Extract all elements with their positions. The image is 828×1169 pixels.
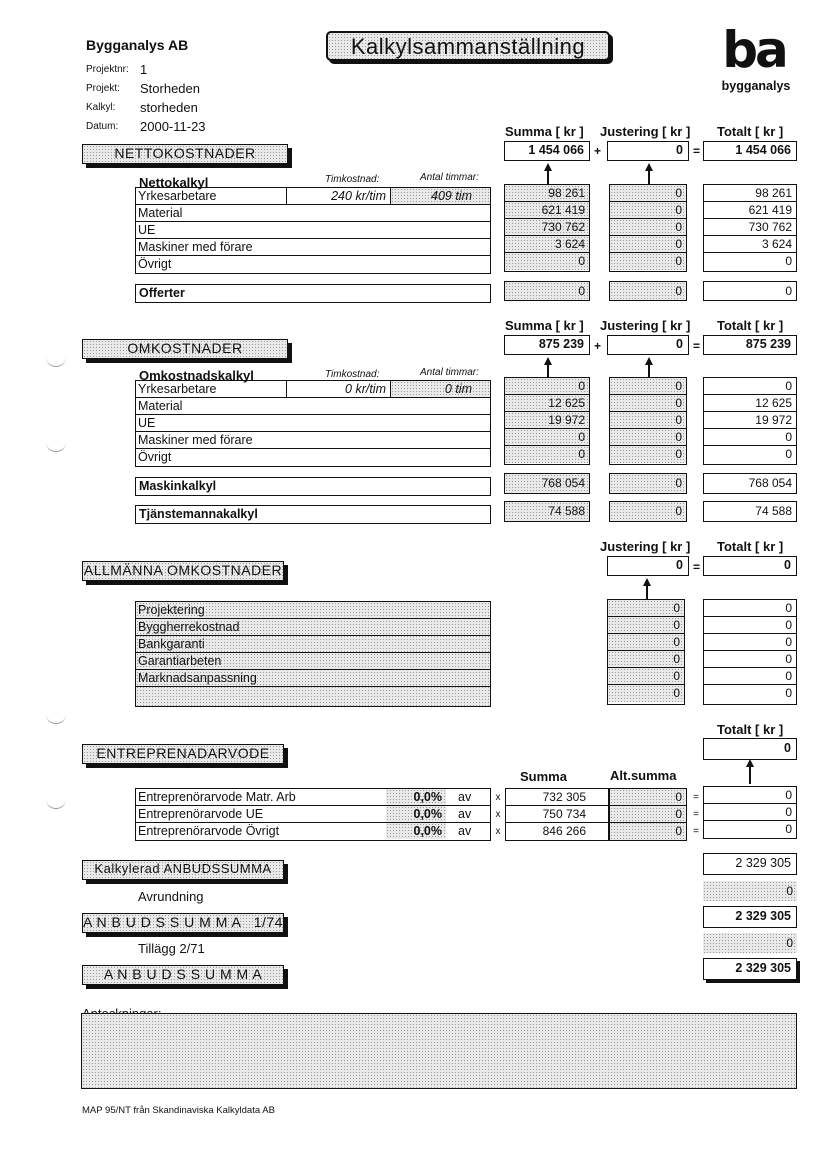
entre-totalt-total: 0 bbox=[703, 738, 797, 760]
allmanna-totalt-column bbox=[703, 599, 797, 705]
tillagg-value[interactable] bbox=[703, 933, 797, 953]
category-row bbox=[136, 239, 490, 256]
entre-av: av bbox=[458, 807, 472, 821]
totalt-cell: 0 bbox=[785, 254, 792, 268]
section-banner-netto: NETTOKOSTNADER bbox=[82, 144, 288, 164]
arrow-up-line bbox=[648, 364, 650, 378]
entre-label: Entreprenörarvode Övrigt bbox=[138, 824, 280, 838]
col-totalt-header: Totalt [ kr ] bbox=[717, 722, 784, 737]
arrow-up-head bbox=[645, 163, 653, 171]
allmanna-justering-total: 0 bbox=[607, 556, 689, 576]
col-justering-header: Justering [ kr ] bbox=[600, 124, 691, 139]
meta-value: storheden bbox=[140, 100, 198, 115]
col-totalt-header: Totalt [ kr ] bbox=[717, 539, 784, 554]
tjanstemannakalkyl-totalt-value: 74 588 bbox=[755, 504, 792, 518]
entre-summa-column bbox=[505, 788, 609, 841]
entre-av: av bbox=[458, 824, 472, 838]
entre-x-column bbox=[491, 789, 505, 840]
entre-pct[interactable]: 0,0% bbox=[386, 806, 446, 822]
entre-row bbox=[136, 789, 490, 806]
justering-cell[interactable]: 0 bbox=[610, 253, 686, 270]
category-row bbox=[136, 381, 490, 398]
tjanstemannakalkyl-label: Tjänstemannakalkyl bbox=[139, 507, 258, 521]
meta-row bbox=[86, 81, 286, 100]
omkost-totalt-column bbox=[703, 377, 797, 465]
meta-value: 2000-11-23 bbox=[140, 119, 206, 134]
arrow-up-head bbox=[544, 357, 552, 365]
totalt-cell: 0 bbox=[704, 617, 796, 634]
summa-cell: 19 972 bbox=[505, 412, 589, 429]
meta-row bbox=[86, 100, 286, 119]
tjanstemannakalkyl-totalt bbox=[703, 501, 797, 522]
col-summa-header: Summa bbox=[520, 769, 567, 784]
category-row bbox=[136, 222, 490, 239]
maskinkalkyl-summa-value: 768 054 bbox=[541, 476, 585, 490]
omkost-justering-total: 0 bbox=[607, 335, 689, 355]
category-row bbox=[136, 205, 490, 222]
plus-sign: + bbox=[594, 144, 602, 158]
category-label: Projektering bbox=[138, 603, 205, 617]
tjanstemannakalkyl-justering-value: 0 bbox=[675, 504, 682, 518]
omkost-summa-column bbox=[504, 377, 590, 465]
equals-sign: = bbox=[693, 560, 701, 574]
summa-cell: 732 305 bbox=[506, 789, 608, 806]
summa-cell: 846 266 bbox=[542, 824, 586, 838]
entre-row bbox=[136, 806, 490, 823]
summa-cell: 0 bbox=[505, 378, 589, 395]
banner-anbudssumma: A N B U D S S U M M A bbox=[82, 965, 284, 985]
punch-hole bbox=[46, 797, 66, 809]
category-label: Maskiner med förare bbox=[138, 433, 253, 447]
totalt-cell: 98 261 bbox=[704, 185, 796, 202]
totalt-cell: 730 762 bbox=[704, 219, 796, 236]
omkost-subtitle: Omkostnadskalkyl bbox=[139, 368, 254, 383]
summa-cell: 12 625 bbox=[505, 395, 589, 412]
category-row bbox=[136, 415, 490, 432]
netto-justering-total: 0 bbox=[607, 141, 689, 161]
category-row bbox=[136, 636, 490, 653]
category-label: Yrkesarbetare bbox=[138, 189, 217, 203]
entre-totalt-column bbox=[703, 786, 797, 839]
entre-row bbox=[136, 823, 490, 840]
page-title-text: Kalkylsammanställning bbox=[350, 34, 586, 59]
arrow-up-head bbox=[544, 163, 552, 171]
entre-label: Entreprenörarvode UE bbox=[138, 807, 264, 821]
category-label: Yrkesarbetare bbox=[138, 382, 217, 396]
maskinkalkyl-summa bbox=[504, 473, 590, 494]
summa-cell: 0 bbox=[505, 446, 589, 463]
anbudssumma-1-value: 2 329 305 bbox=[703, 906, 797, 928]
netto-totalt-total: 1 454 066 bbox=[703, 141, 797, 161]
maskinkalkyl-justering[interactable] bbox=[609, 473, 687, 494]
equals-sign: = bbox=[693, 144, 701, 158]
totalt-cell: 621 419 bbox=[704, 202, 796, 219]
summa-cell: 730 762 bbox=[505, 219, 589, 236]
category-row bbox=[136, 670, 490, 687]
category-row bbox=[136, 432, 490, 449]
meta-row bbox=[86, 62, 286, 81]
category-row bbox=[136, 398, 490, 415]
maskinkalkyl-totalt-value: 768 054 bbox=[748, 476, 792, 490]
netto-summa-column bbox=[504, 184, 590, 272]
equals-sign: = bbox=[693, 826, 699, 837]
category-row bbox=[136, 188, 490, 205]
category-row bbox=[136, 602, 490, 619]
category-row bbox=[136, 619, 490, 636]
punch-hole bbox=[46, 355, 66, 367]
timkostnad-field[interactable] bbox=[286, 188, 390, 204]
totalt-cell: 0 bbox=[785, 686, 792, 700]
banner-anbudssumma-1: A N B U D S S U M M A 1/74 bbox=[82, 913, 284, 933]
antal-timmar-field[interactable] bbox=[390, 188, 490, 204]
meta-label: Kalkyl: bbox=[86, 102, 116, 113]
arrow-up-line bbox=[648, 170, 650, 184]
equals-sign: = bbox=[693, 339, 701, 353]
col-altsumma-header: Alt.summa bbox=[610, 768, 677, 783]
logo-text: bygganalys bbox=[721, 79, 791, 93]
category-label: Övrigt bbox=[138, 450, 172, 464]
logo-mark: ba bbox=[722, 21, 786, 79]
meta-value: Storheden bbox=[140, 81, 200, 96]
anbudssumma-value: 2 329 305 bbox=[703, 958, 797, 980]
omkost-justering-column bbox=[609, 377, 687, 465]
category-row bbox=[136, 653, 490, 670]
totalt-cell: 0 bbox=[785, 822, 792, 836]
category-label: Bankgaranti bbox=[138, 637, 205, 651]
arrow-up-head bbox=[643, 578, 651, 586]
totalt-cell: 0 bbox=[704, 634, 796, 651]
meta-value: 1 bbox=[140, 62, 148, 77]
entre-altsumma-column bbox=[609, 788, 687, 841]
category-label: Material bbox=[138, 206, 183, 220]
maskinkalkyl-justering-value: 0 bbox=[675, 476, 682, 490]
category-label: Övrigt bbox=[138, 257, 172, 271]
totalt-cell: 0 bbox=[785, 447, 792, 461]
summa-cell: 3 624 bbox=[505, 236, 589, 253]
antal-timmar-label: Antal timmar: bbox=[420, 172, 479, 183]
equals-sign: = bbox=[693, 809, 699, 820]
antal-timmar-label: Antal timmar: bbox=[420, 367, 479, 378]
meta-label: Projektnr: bbox=[86, 64, 129, 75]
kalkylerad-anbudssumma-value: 2 329 305 bbox=[703, 853, 797, 875]
antal-timmar-value: 409 tim bbox=[431, 189, 472, 203]
justering-cell[interactable]: 0 bbox=[608, 685, 684, 702]
tjanstemannakalkyl-row bbox=[135, 505, 491, 524]
category-label: Garantiarbeten bbox=[138, 654, 222, 668]
category-label: UE bbox=[138, 223, 156, 237]
justering-cell[interactable]: 0 bbox=[608, 634, 684, 651]
avrundning-value-text: 0 bbox=[786, 884, 793, 898]
entre-av: av bbox=[458, 790, 472, 804]
summa-cell: 0 bbox=[505, 253, 589, 270]
offerter-totalt-value: 0 bbox=[785, 284, 792, 298]
justering-cell[interactable]: 0 bbox=[610, 219, 686, 236]
tillagg-label: Tillägg 2/71 bbox=[138, 941, 205, 956]
summa-cell: 750 734 bbox=[506, 806, 608, 823]
maskinkalkyl-row bbox=[135, 477, 491, 496]
plus-sign: + bbox=[594, 339, 602, 353]
totalt-cell: 0 bbox=[704, 651, 796, 668]
avrundning-label: Avrundning bbox=[138, 889, 204, 904]
multiply-sign: x bbox=[495, 809, 501, 820]
offerter-label: Offerter bbox=[139, 286, 185, 300]
altsumma-cell[interactable]: 0 bbox=[610, 789, 686, 806]
netto-summa-total: 1 454 066 bbox=[504, 141, 590, 161]
antal-timmar-value: 0 tim bbox=[444, 382, 472, 396]
company-name: Bygganalys AB bbox=[86, 37, 189, 53]
entre-eq-column bbox=[689, 789, 703, 840]
justering-cell[interactable]: 0 bbox=[610, 236, 686, 253]
section-banner-entre: ENTREPRENADARVODE bbox=[82, 744, 284, 764]
entre-pct[interactable]: 0,0% bbox=[386, 823, 446, 839]
totalt-cell: 0 bbox=[704, 429, 796, 446]
punch-hole bbox=[46, 440, 66, 452]
justering-cell[interactable]: 0 bbox=[610, 185, 686, 202]
offerter-totalt bbox=[703, 281, 797, 301]
justering-cell[interactable]: 0 bbox=[610, 412, 686, 429]
section-banner-omkost: OMKOSTNADER bbox=[82, 339, 288, 359]
netto-totalt-column bbox=[703, 184, 797, 272]
offerter-summa bbox=[504, 281, 590, 301]
logo bbox=[712, 21, 802, 98]
totalt-cell: 0 bbox=[704, 668, 796, 685]
entre-label: Entreprenörarvode Matr. Arb bbox=[138, 790, 296, 804]
col-totalt-header: Totalt [ kr ] bbox=[717, 124, 784, 139]
omkost-totalt-total: 875 239 bbox=[703, 335, 797, 355]
summa-cell: 621 419 bbox=[505, 202, 589, 219]
offerter-justering-value: 0 bbox=[675, 284, 682, 298]
justering-cell[interactable]: 0 bbox=[610, 378, 686, 395]
totalt-cell: 0 bbox=[704, 378, 796, 395]
timkostnad-value: 240 kr/tim bbox=[331, 189, 386, 203]
arrow-up-line bbox=[547, 364, 549, 378]
notes-field[interactable] bbox=[81, 1013, 797, 1089]
meta-row bbox=[86, 119, 286, 138]
totalt-cell: 0 bbox=[704, 787, 796, 804]
totalt-cell: 12 625 bbox=[704, 395, 796, 412]
tjanstemannakalkyl-summa-value: 74 588 bbox=[548, 504, 585, 518]
netto-justering-column bbox=[609, 184, 687, 272]
meta-label: Datum: bbox=[86, 121, 119, 132]
totalt-cell: 0 bbox=[704, 804, 796, 821]
offerter-row bbox=[135, 284, 491, 303]
equals-sign: = bbox=[693, 792, 699, 803]
justering-cell[interactable]: 0 bbox=[610, 446, 686, 463]
category-label: Maskiner med förare bbox=[138, 240, 253, 254]
offerter-summa-value: 0 bbox=[578, 284, 585, 298]
multiply-sign: x bbox=[495, 826, 501, 837]
category-label: Marknadsanpassning bbox=[138, 671, 257, 685]
entre-table bbox=[135, 788, 491, 841]
avrundning-value[interactable] bbox=[703, 881, 797, 901]
col-summa-header: Summa [ kr ] bbox=[505, 318, 584, 333]
allmanna-totalt-total: 0 bbox=[703, 556, 797, 576]
category-row bbox=[136, 449, 490, 466]
justering-cell[interactable]: 0 bbox=[608, 651, 684, 668]
justering-cell[interactable]: 0 bbox=[608, 600, 684, 617]
footer-text: MAP 95/NT från Skandinaviska Kalkyldata AB bbox=[82, 1105, 275, 1116]
totalt-cell: 0 bbox=[704, 600, 796, 617]
summa-cell: 98 261 bbox=[505, 185, 589, 202]
timkostnad-value: 0 kr/tim bbox=[345, 382, 386, 396]
arrow-up-head bbox=[746, 759, 754, 767]
altsumma-cell[interactable]: 0 bbox=[610, 806, 686, 823]
arrow-up-head bbox=[645, 357, 653, 365]
section-banner-allmanna: ALLMÄNNA OMKOSTNADER bbox=[82, 561, 284, 581]
category-label: Material bbox=[138, 399, 183, 413]
timkostnad-field[interactable] bbox=[286, 381, 390, 397]
category-label: UE bbox=[138, 416, 156, 430]
justering-cell[interactable]: 0 bbox=[610, 202, 686, 219]
antal-timmar-field[interactable] bbox=[390, 381, 490, 397]
entre-pct[interactable]: 0,0% bbox=[386, 789, 446, 805]
arrow-up-line bbox=[749, 766, 751, 784]
tjanstemannakalkyl-justering[interactable] bbox=[609, 501, 687, 522]
justering-cell[interactable]: 0 bbox=[608, 617, 684, 634]
category-label: Byggherrekostnad bbox=[138, 620, 240, 634]
offerter-justering[interactable] bbox=[609, 281, 687, 301]
timkostnad-label: Timkostnad: bbox=[325, 174, 380, 185]
tillagg-value-text: 0 bbox=[786, 936, 793, 950]
allmanna-category-table bbox=[135, 601, 491, 707]
col-justering-header: Justering [ kr ] bbox=[600, 539, 691, 554]
summa-cell: 0 bbox=[505, 429, 589, 446]
maskinkalkyl-totalt bbox=[703, 473, 797, 494]
timkostnad-label: Timkostnad: bbox=[325, 369, 380, 380]
meta-label: Projekt: bbox=[86, 83, 120, 94]
omkost-category-table bbox=[135, 380, 491, 467]
netto-category-table bbox=[135, 187, 491, 274]
allmanna-justering-column bbox=[607, 599, 685, 705]
omkost-summa-total: 875 239 bbox=[504, 335, 590, 355]
col-totalt-header: Totalt [ kr ] bbox=[717, 318, 784, 333]
col-justering-header: Justering [ kr ] bbox=[600, 318, 691, 333]
multiply-sign: x bbox=[495, 792, 501, 803]
page-title bbox=[326, 31, 610, 61]
justering-cell[interactable]: 0 bbox=[610, 429, 686, 446]
totalt-cell: 3 624 bbox=[704, 236, 796, 253]
justering-cell[interactable]: 0 bbox=[610, 395, 686, 412]
totalt-cell: 19 972 bbox=[704, 412, 796, 429]
banner-kalkylerad-anbudssumma: Kalkylerad ANBUDSSUMMA bbox=[82, 860, 284, 880]
arrow-up-line bbox=[547, 170, 549, 184]
category-row bbox=[136, 687, 490, 704]
punch-hole bbox=[46, 712, 66, 724]
maskinkalkyl-label: Maskinkalkyl bbox=[139, 479, 217, 493]
altsumma-cell[interactable]: 0 bbox=[675, 824, 682, 838]
tjanstemannakalkyl-summa bbox=[504, 501, 590, 522]
netto-subtitle: Nettokalkyl bbox=[139, 175, 209, 190]
category-row bbox=[136, 256, 490, 273]
justering-cell[interactable]: 0 bbox=[608, 668, 684, 685]
meta-block bbox=[86, 62, 286, 138]
col-summa-header: Summa [ kr ] bbox=[505, 124, 584, 139]
